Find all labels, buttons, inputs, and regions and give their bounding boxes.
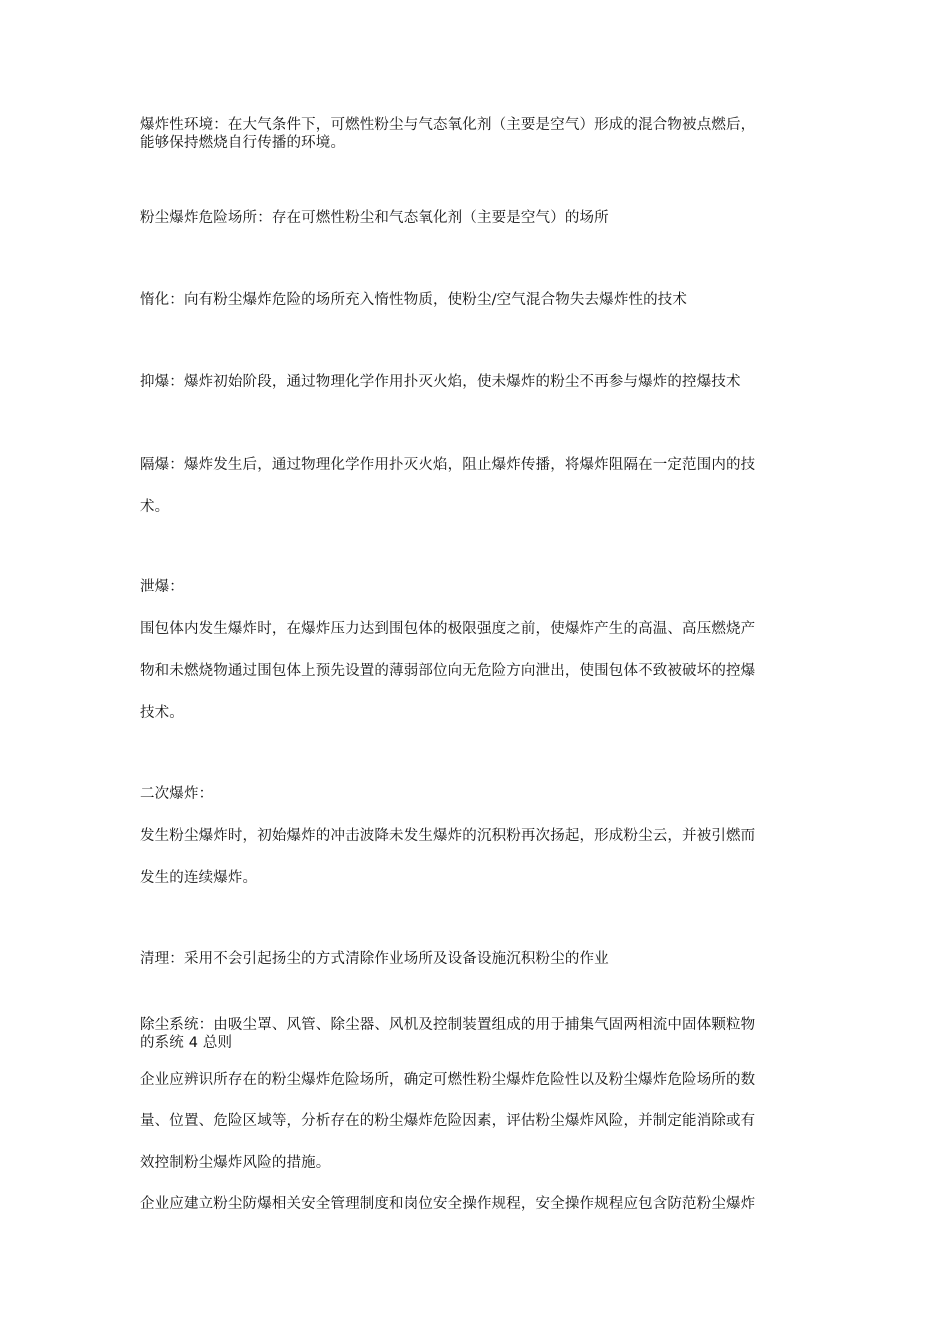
text-line: 发生的连续爆炸。 [140,870,258,886]
text-line: 技术。 [140,705,184,721]
text-line: 隔爆：爆炸发生后，通过物理化学作用扑灭火焰，阻止爆炸传播，将爆炸阻隔在一定范围内的技 [140,457,756,473]
text-line: 粉尘爆炸危险场所：存在可燃性粉尘和气态氧化剂（主要是空气）的场所 [140,210,609,226]
text-line: 企业应建立粉尘防爆相关安全管理制度和岗位安全操作规程，安全操作规程应包含防范粉尘爆炸 [140,1196,756,1212]
text-line: 清理：采用不会引起扬尘的方式清除作业场所及设备设施沉积粉尘的作业 [140,951,609,967]
text-line: 抑爆：爆炸初始阶段，通过物理化学作用扑灭火焰，使未爆炸的粉尘不再参与爆炸的控爆技术 [140,374,741,390]
text-line: 物和未燃烧物通过围包体上预先设置的薄弱部位向无危险方向泄出，使围包体不致被破坏的控爆 [140,663,756,679]
text-line: 术。 [140,499,170,515]
text-line: 发生粉尘爆炸时，初始爆炸的冲击波降未发生爆炸的沉积粉再次扬起，形成粉尘云，并被引燃而 [140,828,756,844]
text-line: 量、位置、危险区域等，分析存在的粉尘爆炸危险因素，评估粉尘爆炸风险，并制定能消除或有 [140,1113,756,1129]
text-line: 惰化：向有粉尘爆炸危险的场所充入惰性物质，使粉尘/空气混合物失去爆炸性的技术 [140,292,688,308]
text-line: 的系统 4 总则 [140,1035,233,1051]
text-line: 能够保持燃烧自行传播的环境。 [140,135,346,151]
text-line: 效控制粉尘爆炸风险的措施。 [140,1155,331,1171]
text-line: 围包体内发生爆炸时，在爆炸压力达到围包体的极限强度之前，使爆炸产生的高温、高压燃烧产 [140,621,756,637]
text-line: 企业应辨识所存在的粉尘爆炸危险场所，确定可燃性粉尘爆炸危险性以及粉尘爆炸危险场所的数 [140,1072,756,1088]
text-line: 爆炸性环境：在大气条件下，可燃性粉尘与气态氧化剂（主要是空气）形成的混合物被点燃后， [140,117,756,133]
text-line: 泄爆： [140,579,184,595]
text-line: 除尘系统：由吸尘罩、风管、除尘器、风机及控制装置组成的用于捕集气固两相流中固体颗粒物 [140,1017,756,1033]
text-line: 二次爆炸： [140,786,214,802]
